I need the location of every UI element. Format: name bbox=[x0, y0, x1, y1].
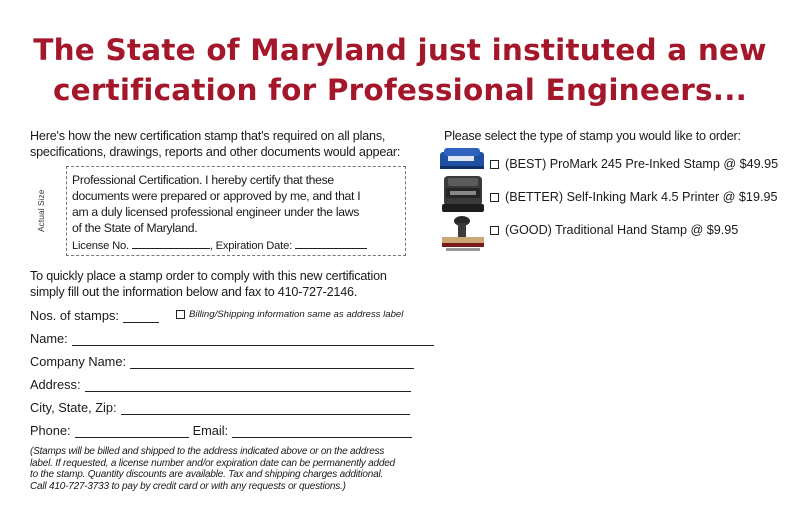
phone-field[interactable] bbox=[30, 422, 412, 438]
nos-of-stamps-input[interactable] bbox=[123, 310, 159, 323]
pre-inked-stamp-image bbox=[440, 148, 484, 169]
intro-line-1: Here's how the new certification stamp that's required on all plans, bbox=[30, 129, 386, 143]
stamp-images bbox=[438, 144, 488, 256]
intro-line-2: specifications, drawings, reports and other documents would appear: bbox=[30, 145, 401, 159]
stamp-preview bbox=[66, 166, 406, 256]
company-name-label: Company Name: bbox=[30, 354, 127, 369]
headline-line-2: certification for Professional Engineers... bbox=[52, 73, 748, 107]
same-as-label-checkbox[interactable] bbox=[176, 310, 185, 319]
same-as-label-text: Billing/Shipping information same as address label bbox=[189, 309, 404, 320]
footnote-line: label. If requested, a license number and/or expiration date can be permanently added bbox=[30, 457, 395, 469]
hand-stamp-image bbox=[442, 216, 484, 251]
phone-input[interactable] bbox=[75, 425, 189, 438]
footnote bbox=[30, 446, 395, 492]
option-best[interactable] bbox=[490, 157, 778, 171]
headline bbox=[0, 30, 800, 110]
stamp-certification-text bbox=[72, 172, 360, 236]
name-input[interactable] bbox=[72, 333, 434, 346]
instructions-line-2: simply fill out the information below and fax to 410-727-2146. bbox=[30, 285, 358, 299]
option-good-checkbox[interactable] bbox=[490, 226, 499, 235]
option-best-label: (BEST) ProMark 245 Pre-Inked Stamp @ $49.95 bbox=[505, 157, 779, 171]
stamp-line: am a duly licensed professional engineer under the laws bbox=[72, 205, 360, 219]
option-best-checkbox[interactable] bbox=[490, 160, 499, 169]
option-better-checkbox[interactable] bbox=[490, 193, 499, 202]
footnote-line: to the stamp. Quantity discounts are available. Tax and shipping charges additional. bbox=[30, 469, 384, 480]
company-name-input[interactable] bbox=[130, 356, 414, 369]
address-label: Address: bbox=[30, 377, 81, 392]
option-good-label: (GOOD) Traditional Hand Stamp @ $9.95 bbox=[505, 223, 739, 237]
email-input[interactable] bbox=[232, 425, 412, 438]
license-label: License No. bbox=[72, 240, 129, 252]
same-as-label-option[interactable] bbox=[176, 309, 403, 320]
stamp-line: Professional Certification. I hereby certify that these bbox=[72, 173, 334, 187]
address-field[interactable] bbox=[30, 376, 411, 392]
email-label: Email: bbox=[192, 423, 229, 438]
option-better[interactable] bbox=[490, 190, 777, 204]
option-better-label: (BETTER) Self-Inking Mark 4.5 Printer @ $19.95 bbox=[505, 190, 778, 204]
company-name-field[interactable] bbox=[30, 353, 414, 369]
city-state-zip-input[interactable] bbox=[121, 402, 410, 415]
nos-of-stamps-field[interactable] bbox=[30, 307, 159, 323]
actual-size-label: Actual Size bbox=[36, 189, 46, 232]
footnote-line: (Stamps will be billed and shipped to the address indicated above or on the address bbox=[30, 446, 385, 457]
city-state-zip-field[interactable] bbox=[30, 399, 410, 415]
headline-line-1: The State of Maryland just instituted a new bbox=[33, 33, 767, 67]
phone-label: Phone: bbox=[30, 423, 71, 438]
expiration-label: , Expiration Date: bbox=[209, 240, 293, 252]
stamp-license-line bbox=[72, 237, 367, 252]
name-label: Name: bbox=[30, 331, 68, 346]
instructions-line-1: To quickly place a stamp order to comply with this new certification bbox=[30, 269, 387, 283]
option-good[interactable] bbox=[490, 223, 738, 237]
footnote-line: Call 410-727-3733 to pay by credit card or with any requests or questions.) bbox=[30, 480, 346, 492]
order-prompt: Please select the type of stamp you would like to order: bbox=[444, 129, 741, 143]
license-blank bbox=[132, 237, 210, 249]
stamp-line: documents were prepared or approved by me, and that I bbox=[72, 189, 361, 203]
city-state-zip-label: City, State, Zip: bbox=[30, 400, 117, 415]
nos-of-stamps-label: Nos. of stamps: bbox=[30, 308, 119, 323]
self-inking-stamp-image bbox=[442, 176, 484, 212]
expiration-blank bbox=[295, 237, 367, 249]
address-input[interactable] bbox=[85, 379, 411, 392]
name-field[interactable] bbox=[30, 330, 434, 346]
stamp-line: of the State of Maryland. bbox=[72, 221, 198, 235]
